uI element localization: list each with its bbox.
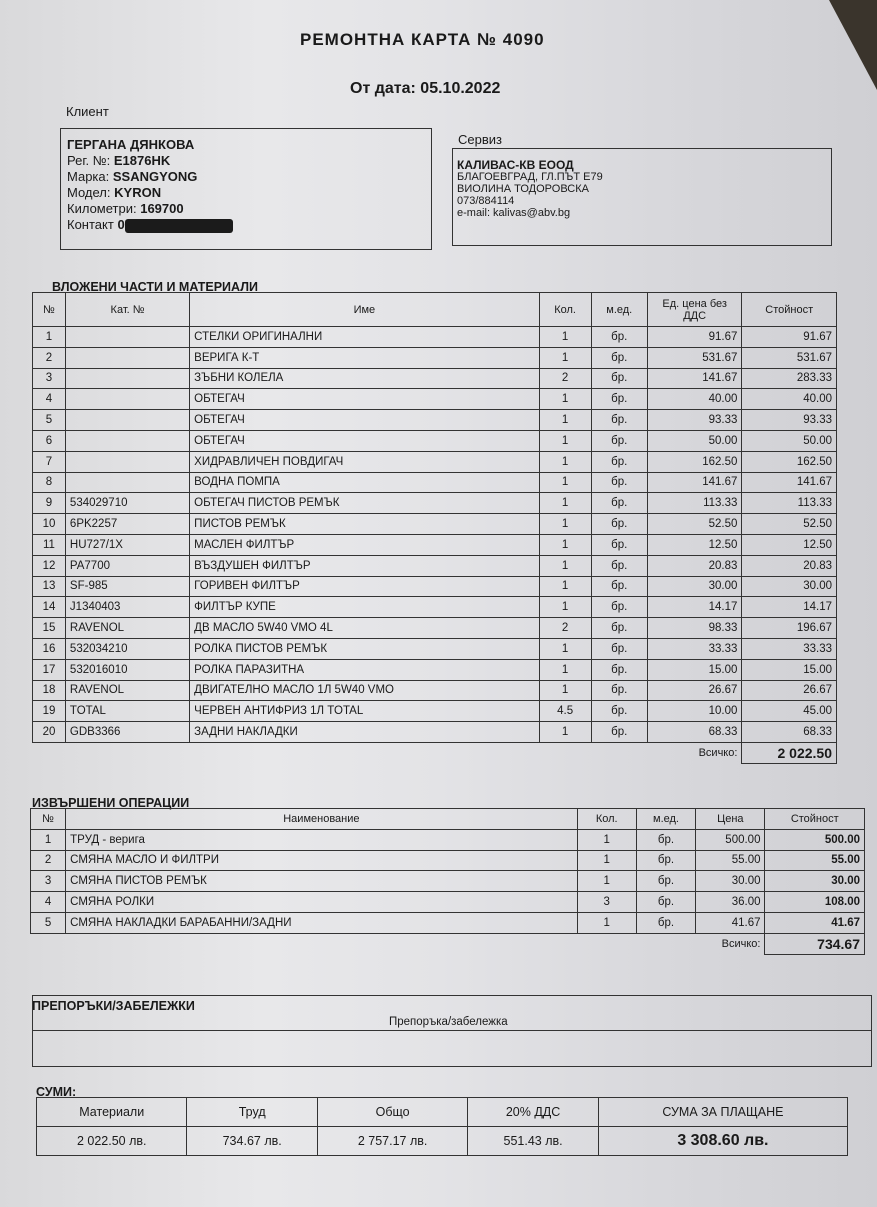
parts-cell-n: 12: [33, 555, 66, 576]
sums-materials-label: Материали: [37, 1098, 187, 1127]
parts-cell-n: 9: [33, 493, 66, 514]
parts-cell-n: 6: [33, 430, 66, 451]
parts-cell-cat: GDB3366: [65, 722, 189, 743]
parts-cell-unit: бр.: [591, 722, 647, 743]
parts-row: [33, 327, 837, 348]
ops-cell-name: СМЯНА ПИСТОВ РЕМЪК: [66, 871, 577, 892]
operations-table: [30, 808, 865, 955]
parts-cell-qty: 1: [539, 493, 591, 514]
parts-cell-n: 14: [33, 597, 66, 618]
parts-cell-unit: бр.: [591, 701, 647, 722]
parts-cell-name: ЧЕРВЕН АНТИФРИЗ 1Л TOTAL: [190, 701, 539, 722]
parts-cell-cat: SF-985: [65, 576, 189, 597]
parts-cell-unit: бр.: [591, 659, 647, 680]
parts-row: [33, 347, 837, 368]
parts-cell-price: 30.00: [647, 576, 742, 597]
parts-cell-cat: RAVENOL: [65, 680, 189, 701]
parts-cell-total: 45.00: [742, 701, 837, 722]
parts-row: [33, 534, 837, 555]
col-total: Стойност: [742, 293, 837, 327]
parts-cell-price: 141.67: [647, 472, 742, 493]
ops-cell-total: 41.67: [765, 912, 865, 933]
parts-cell-name: МАСЛЕН ФИЛТЪР: [190, 534, 539, 555]
redaction-mark: [125, 219, 233, 233]
parts-cell-cat: [65, 368, 189, 389]
sums-table: [36, 1097, 848, 1156]
parts-cell-qty: 1: [539, 597, 591, 618]
parts-cell-n: 16: [33, 638, 66, 659]
parts-row: [33, 430, 837, 451]
parts-cell-unit: бр.: [591, 410, 647, 431]
ops-cell-price: 55.00: [696, 850, 765, 871]
client-name: ГЕРГАНА ДЯНКОВА: [67, 137, 195, 152]
parts-cell-name: ФИЛТЪР КУПЕ: [190, 597, 539, 618]
parts-cell-n: 2: [33, 347, 66, 368]
ops-cell-n: 4: [31, 892, 66, 913]
parts-cell-n: 13: [33, 576, 66, 597]
operations-row: [31, 850, 865, 871]
ops-cell-qty: 3: [577, 892, 636, 913]
parts-cell-total: 68.33: [742, 722, 837, 743]
ops-cell-price: 41.67: [696, 912, 765, 933]
parts-cell-total: 162.50: [742, 451, 837, 472]
ops-cell-unit: бр.: [636, 829, 695, 850]
parts-cell-unit: бр.: [591, 347, 647, 368]
make-label: Марка:: [67, 169, 110, 184]
ops-cell-n: 2: [31, 850, 66, 871]
parts-row: [33, 618, 837, 639]
ops-cell-price: 36.00: [696, 892, 765, 913]
parts-cell-price: 141.67: [647, 368, 742, 389]
parts-row: [33, 451, 837, 472]
parts-cell-unit: бр.: [591, 472, 647, 493]
parts-cell-cat: [65, 327, 189, 348]
parts-cell-n: 1: [33, 327, 66, 348]
parts-cell-unit: бр.: [591, 389, 647, 410]
parts-cell-total: 141.67: [742, 472, 837, 493]
parts-cell-cat: TOTAL: [65, 701, 189, 722]
service-label: Сервиз: [458, 132, 502, 147]
parts-cell-qty: 1: [539, 472, 591, 493]
parts-cell-total: 50.00: [742, 430, 837, 451]
parts-cell-cat: [65, 472, 189, 493]
ops-cell-n: 1: [31, 829, 66, 850]
parts-cell-cat: [65, 347, 189, 368]
parts-cell-unit: бр.: [591, 451, 647, 472]
ops-col-unit: м.ед.: [636, 809, 695, 830]
model-label: Модел:: [67, 185, 111, 200]
parts-cell-n: 11: [33, 534, 66, 555]
ops-total-value: 734.67: [765, 933, 865, 954]
parts-cell-cat: HU727/1X: [65, 534, 189, 555]
operations-row: [31, 871, 865, 892]
parts-cell-qty: 1: [539, 576, 591, 597]
parts-row: [33, 410, 837, 431]
parts-cell-name: ЗЪБНИ КОЛЕЛА: [190, 368, 539, 389]
parts-cell-qty: 1: [539, 534, 591, 555]
parts-row: [33, 555, 837, 576]
ops-cell-total: 108.00: [765, 892, 865, 913]
parts-cell-unit: бр.: [591, 493, 647, 514]
parts-cell-name: РОЛКА ПИСТОВ РЕМЪК: [190, 638, 539, 659]
parts-cell-name: ГОРИВЕН ФИЛТЪР: [190, 576, 539, 597]
sums-vat-value: 551.43 лв.: [468, 1127, 598, 1156]
parts-cell-qty: 1: [539, 327, 591, 348]
ops-col-qty: Кол.: [577, 809, 636, 830]
service-email: e-mail: kalivas@abv.bg: [457, 207, 571, 219]
sums-title: СУМИ:: [36, 1085, 77, 1099]
photo-background-corner: [817, 0, 877, 90]
ops-cell-name: СМЯНА НАКЛАДКИ БАРАБАННИ/ЗАДНИ: [66, 912, 577, 933]
sums-pay-label: СУМА ЗА ПЛАЩАНЕ: [598, 1098, 847, 1127]
parts-cell-unit: бр.: [591, 327, 647, 348]
ops-cell-unit: бр.: [636, 912, 695, 933]
parts-cell-price: 20.83: [647, 555, 742, 576]
parts-cell-n: 8: [33, 472, 66, 493]
parts-cell-cat: [65, 389, 189, 410]
ops-cell-n: 5: [31, 912, 66, 933]
parts-cell-name: ЗАДНИ НАКЛАДКИ: [190, 722, 539, 743]
parts-cell-unit: бр.: [591, 618, 647, 639]
parts-cell-unit: бр.: [591, 368, 647, 389]
parts-row: [33, 576, 837, 597]
client-label: Клиент: [66, 104, 109, 119]
parts-row: [33, 514, 837, 535]
recommendation-header: Препоръка/забележка: [389, 1016, 508, 1028]
parts-cell-price: 50.00: [647, 430, 742, 451]
parts-cell-price: 531.67: [647, 347, 742, 368]
service-person: ВИОЛИНА ТОДОРОВСКА: [457, 183, 589, 195]
ops-col-no: №: [31, 809, 66, 830]
parts-cell-name: ВОДНА ПОМПА: [190, 472, 539, 493]
service-address: БЛАГОЕВГРАД, ГЛ.ПЪТ Е79: [457, 171, 603, 183]
service-box: [452, 148, 832, 246]
parts-cell-price: 162.50: [647, 451, 742, 472]
ops-col-total: Стойност: [765, 809, 865, 830]
parts-cell-total: 14.17: [742, 597, 837, 618]
operations-row: [31, 912, 865, 933]
parts-cell-price: 10.00: [647, 701, 742, 722]
parts-cell-price: 52.50: [647, 514, 742, 535]
col-qty: Кол.: [539, 293, 591, 327]
document-date: [350, 80, 500, 98]
parts-cell-cat: 532016010: [65, 659, 189, 680]
col-name: Име: [190, 293, 539, 327]
parts-cell-price: 33.33: [647, 638, 742, 659]
parts-total-label: Всичко:: [698, 747, 738, 760]
parts-cell-name: ОБТЕГАЧ: [190, 430, 539, 451]
parts-cell-unit: бр.: [591, 555, 647, 576]
parts-cell-unit: бр.: [591, 514, 647, 535]
parts-cell-qty: 2: [539, 618, 591, 639]
parts-cell-cat: PA7700: [65, 555, 189, 576]
parts-cell-qty: 1: [539, 514, 591, 535]
km-value: 169700: [140, 201, 184, 216]
client-box: [60, 128, 432, 250]
parts-row: [33, 638, 837, 659]
parts-cell-n: 5: [33, 410, 66, 431]
parts-cell-price: 93.33: [647, 410, 742, 431]
parts-cell-qty: 1: [539, 659, 591, 680]
parts-cell-total: 26.67: [742, 680, 837, 701]
parts-cell-qty: 4.5: [539, 701, 591, 722]
parts-cell-total: 30.00: [742, 576, 837, 597]
parts-cell-price: 68.33: [647, 722, 742, 743]
ops-cell-total: 30.00: [765, 871, 865, 892]
parts-cell-price: 91.67: [647, 327, 742, 348]
parts-cell-unit: бр.: [591, 430, 647, 451]
parts-cell-cat: [65, 430, 189, 451]
document-title: РЕМОНТНА КАРТА № 4090: [300, 30, 545, 49]
ops-cell-total: 500.00: [765, 829, 865, 850]
parts-cell-qty: 1: [539, 638, 591, 659]
sums-materials-value: 2 022.50 лв.: [37, 1127, 187, 1156]
model-value: KYRON: [114, 185, 162, 200]
reg-value: E1876HK: [113, 153, 171, 168]
parts-cell-total: 15.00: [742, 659, 837, 680]
km-label: Километри:: [67, 201, 137, 216]
parts-cell-total: 196.67: [742, 618, 837, 639]
parts-cell-qty: 1: [539, 722, 591, 743]
parts-cell-price: 14.17: [647, 597, 742, 618]
parts-cell-name: ОБТЕГАЧ: [190, 389, 539, 410]
parts-cell-unit: бр.: [591, 576, 647, 597]
ops-cell-qty: 1: [577, 912, 636, 933]
parts-row: [33, 659, 837, 680]
parts-cell-total: 113.33: [742, 493, 837, 514]
parts-row: [33, 680, 837, 701]
parts-row: [33, 472, 837, 493]
parts-cell-name: СТЕЛКИ ОРИГИНАЛНИ: [190, 327, 539, 348]
parts-cell-price: 98.33: [647, 618, 742, 639]
parts-row: [33, 597, 837, 618]
parts-cell-price: 15.00: [647, 659, 742, 680]
parts-cell-qty: 2: [539, 368, 591, 389]
date-label: От дата:: [350, 80, 416, 97]
reg-label: Рег. №:: [67, 153, 111, 168]
ops-cell-n: 3: [31, 871, 66, 892]
parts-cell-cat: J1340403: [65, 597, 189, 618]
parts-cell-n: 20: [33, 722, 66, 743]
parts-cell-price: 12.50: [647, 534, 742, 555]
col-unit: м.ед.: [591, 293, 647, 327]
parts-cell-total: 33.33: [742, 638, 837, 659]
parts-cell-unit: бр.: [591, 597, 647, 618]
parts-cell-total: 20.83: [742, 555, 837, 576]
make-value: SSANGYONG: [112, 169, 198, 184]
parts-cell-price: 26.67: [647, 680, 742, 701]
ops-cell-qty: 1: [577, 850, 636, 871]
parts-cell-total: 52.50: [742, 514, 837, 535]
ops-total-label: Всичко:: [721, 937, 761, 950]
parts-cell-cat: [65, 410, 189, 431]
sums-labor-label: Труд: [187, 1098, 317, 1127]
sums-total-value: 2 757.17 лв.: [317, 1127, 467, 1156]
sums-vat-label: 20% ДДС: [468, 1098, 598, 1127]
sums-pay-value: 3 308.60 лв.: [598, 1127, 847, 1156]
parts-cell-unit: бр.: [591, 680, 647, 701]
parts-cell-qty: 1: [539, 555, 591, 576]
parts-cell-qty: 1: [539, 451, 591, 472]
parts-row: [33, 722, 837, 743]
parts-cell-n: 3: [33, 368, 66, 389]
parts-cell-n: 15: [33, 618, 66, 639]
parts-cell-name: ДВИГАТЕЛНО МАСЛО 1Л 5W40 VMO: [190, 680, 539, 701]
ops-cell-total: 55.00: [765, 850, 865, 871]
parts-cell-name: ОБТЕГАЧ ПИСТОВ РЕМЪК: [190, 493, 539, 514]
contact-label: Контакт: [67, 217, 114, 232]
parts-cell-cat: 534029710: [65, 493, 189, 514]
parts-cell-total: 40.00: [742, 389, 837, 410]
parts-row: [33, 389, 837, 410]
recommendations-title: ПРЕПОРЪКИ/ЗАБЕЛЕЖКИ: [32, 999, 195, 1013]
parts-cell-price: 40.00: [647, 389, 742, 410]
service-phone: 073/884114: [457, 195, 515, 207]
ops-cell-qty: 1: [577, 829, 636, 850]
ops-cell-qty: 1: [577, 871, 636, 892]
parts-cell-name: РОЛКА ПАРАЗИТНА: [190, 659, 539, 680]
col-cat: Кат. №: [65, 293, 189, 327]
parts-cell-total: 283.33: [742, 368, 837, 389]
parts-cell-n: 19: [33, 701, 66, 722]
parts-cell-name: ОБТЕГАЧ: [190, 410, 539, 431]
sums-labor-value: 734.67 лв.: [187, 1127, 317, 1156]
parts-cell-qty: 1: [539, 430, 591, 451]
parts-cell-name: ПИСТОВ РЕМЪК: [190, 514, 539, 535]
ops-cell-unit: бр.: [636, 850, 695, 871]
parts-cell-n: 7: [33, 451, 66, 472]
operations-section-title: ИЗВЪРШЕНИ ОПЕРАЦИИ: [32, 796, 190, 810]
parts-cell-total: 12.50: [742, 534, 837, 555]
parts-cell-qty: 1: [539, 410, 591, 431]
parts-cell-total: 91.67: [742, 327, 837, 348]
date-value: 05.10.2022: [420, 80, 501, 97]
parts-cell-qty: 1: [539, 389, 591, 410]
ops-cell-unit: бр.: [636, 871, 695, 892]
parts-cell-qty: 1: [539, 347, 591, 368]
parts-section-title: ВЛОЖЕНИ ЧАСТИ И МАТЕРИАЛИ: [52, 280, 258, 294]
operations-row: [31, 829, 865, 850]
ops-col-price: Цена: [696, 809, 765, 830]
parts-row: [33, 493, 837, 514]
parts-cell-cat: 6PK2257: [65, 514, 189, 535]
parts-cell-n: 17: [33, 659, 66, 680]
parts-cell-unit: бр.: [591, 534, 647, 555]
parts-row: [33, 368, 837, 389]
sums-total-label: Общо: [317, 1098, 467, 1127]
ops-col-name: Наименование: [66, 809, 577, 830]
parts-cell-cat: [65, 451, 189, 472]
parts-cell-qty: 1: [539, 680, 591, 701]
parts-cell-name: ВЕРИГА К-Т: [190, 347, 539, 368]
parts-cell-total: 93.33: [742, 410, 837, 431]
recommendations-box: [32, 995, 872, 1067]
ops-cell-unit: бр.: [636, 892, 695, 913]
parts-cell-name: ВЪЗДУШЕН ФИЛТЪР: [190, 555, 539, 576]
ops-cell-price: 30.00: [696, 871, 765, 892]
parts-total-value: 2 022.50: [742, 742, 837, 763]
ops-cell-name: ТРУД - верига: [66, 829, 577, 850]
col-price: Ед. цена без ДДС: [647, 293, 742, 327]
parts-cell-n: 18: [33, 680, 66, 701]
parts-cell-n: 10: [33, 514, 66, 535]
parts-table: [32, 292, 837, 764]
service-name: КАЛИВАС-КВ ЕООД: [457, 158, 574, 172]
ops-cell-name: СМЯНА РОЛКИ: [66, 892, 577, 913]
parts-cell-n: 4: [33, 389, 66, 410]
ops-cell-price: 500.00: [696, 829, 765, 850]
operations-row: [31, 892, 865, 913]
parts-cell-name: ДВ МАСЛО 5W40 VMO 4L: [190, 618, 539, 639]
parts-cell-price: 113.33: [647, 493, 742, 514]
parts-row: [33, 701, 837, 722]
parts-cell-unit: бр.: [591, 638, 647, 659]
col-no: №: [33, 293, 66, 327]
parts-cell-total: 531.67: [742, 347, 837, 368]
parts-cell-name: ХИДРАВЛИЧЕН ПОВДИГАЧ: [190, 451, 539, 472]
parts-cell-cat: 532034210: [65, 638, 189, 659]
ops-cell-name: СМЯНА МАСЛО И ФИЛТРИ: [66, 850, 577, 871]
contact-value: 0: [117, 217, 125, 232]
parts-cell-cat: RAVENOL: [65, 618, 189, 639]
